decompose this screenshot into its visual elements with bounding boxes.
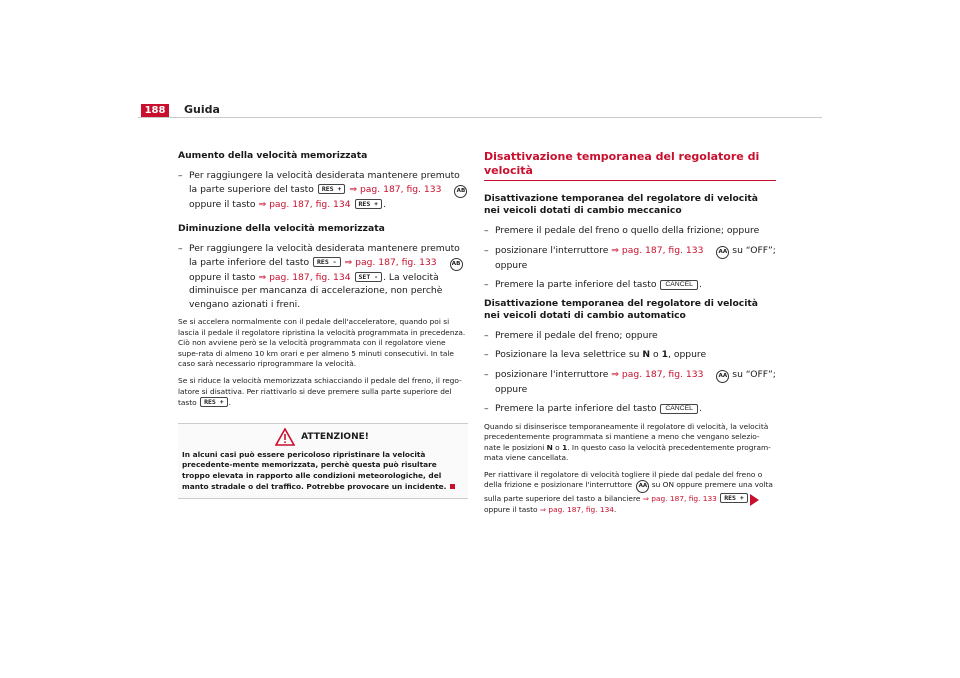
- callout-ab: AB: [450, 258, 463, 271]
- list-item: [484, 244, 776, 273]
- text: Se si riduce la velocità memorizzata schiacciando il pedale del freno, il rego-latore si disattiva. Per riattivarlo si deve premere sulla parte superiore del tasto: [178, 375, 462, 408]
- text: su “OFF”; oppure: [495, 244, 776, 271]
- period: .: [698, 403, 702, 414]
- text: Per raggiungere la velocità desiderata mantenere premuto la parte superiore del tasto: [189, 170, 460, 195]
- list-item-diminuzione: [178, 242, 468, 311]
- text: Quando si disinserisce temporaneamente il regolatore di velocità, la velocità precedentemente programmata si mantiene a meno che vengano selezio-nate le posizioni: [484, 421, 769, 452]
- xref-link[interactable]: ⇒ pag. 187, fig. 133: [611, 244, 704, 256]
- period: .: [613, 505, 617, 515]
- xref-link[interactable]: ⇒ pag. 187, fig. 134: [539, 505, 614, 515]
- continue-arrow-icon: [750, 494, 759, 506]
- header-rule: [138, 117, 822, 118]
- dash: –: [484, 225, 489, 236]
- text: oppure il tasto: [484, 505, 538, 515]
- text: Premere la parte inferiore del tasto: [495, 279, 657, 290]
- warning-body: [182, 450, 462, 492]
- note-paragraph: [484, 422, 776, 464]
- text: oppure il tasto: [189, 271, 256, 283]
- period: .: [383, 198, 387, 210]
- page-number: 188: [141, 104, 169, 118]
- text: o: [555, 442, 560, 452]
- heading-cambio-meccanico: Disattivazione temporanea del regolatore di velocità nei veicoli dotati di cambio meccanico: [484, 193, 758, 216]
- heading-cambio-automatico: Disattivazione temporanea del regolatore di velocità nei veicoli dotati di cambio automatico: [484, 297, 758, 321]
- text: . La velocità diminuisce per mancanza di accelerazione, non perchè vengano azionati i freni.: [189, 271, 443, 310]
- warning-box: [178, 423, 468, 499]
- xref-link[interactable]: ⇒ pag. 187, fig. 133: [611, 368, 704, 380]
- dash: –: [178, 170, 183, 181]
- res-minus-key: RES -: [313, 257, 341, 267]
- list-item-aumento: [178, 169, 468, 211]
- xref-link[interactable]: ⇒ pag. 187, fig. 134: [258, 271, 351, 283]
- text: su ON oppure premere una volta sulla parte superiore del tasto a bilanciere: [484, 480, 773, 504]
- text: Premere il pedale del freno; oppure: [495, 329, 658, 341]
- dash: –: [484, 244, 489, 256]
- text: Per raggiungere la velocità desiderata mantenere premuto la parte inferiore del tasto: [189, 243, 460, 268]
- callout-aa: AA: [716, 246, 729, 259]
- callout-aa: AA: [636, 480, 649, 493]
- xref-link[interactable]: ⇒ pag. 187, fig. 133: [349, 183, 442, 195]
- xref-link[interactable]: ⇒ pag. 187, fig. 133: [642, 494, 717, 504]
- text: Premere il pedale del freno o quello della frizione; oppure: [495, 225, 760, 236]
- cancel-key: CANCEL: [660, 280, 698, 290]
- warning-title: ATTENZIONE!: [301, 431, 369, 442]
- list-item: [484, 402, 776, 416]
- dash: –: [484, 368, 489, 380]
- text: posizionare l'interruttore: [495, 244, 609, 256]
- res-plus-key: RES +: [355, 199, 383, 209]
- warning-triangle-icon: [275, 428, 295, 446]
- res-plus-key: RES +: [200, 397, 228, 407]
- gear-1: 1: [562, 442, 568, 452]
- list-item: [484, 368, 776, 397]
- dash: –: [484, 329, 489, 341]
- set-minus-key: SET -: [355, 272, 383, 282]
- text: , oppure: [667, 349, 707, 360]
- period: .: [228, 398, 231, 408]
- heading-diminuzione: Diminuzione della velocità memorizzata: [178, 223, 385, 234]
- callout-ab: AB: [454, 185, 467, 198]
- section-title: Disattivazione temporanea del regolatore di velocità: [484, 150, 776, 181]
- note-paragraph: [178, 376, 468, 409]
- list-item: [484, 224, 776, 238]
- gear-n: N: [546, 442, 553, 452]
- callout-aa: AA: [716, 370, 729, 383]
- res-plus-key: RES +: [318, 184, 346, 194]
- list-item: [484, 348, 776, 362]
- text: Per riattivare il regolatore di velocità togliere il piede dal pedale del freno o della frizione e posizionare l'interruttore: [484, 469, 763, 490]
- left-column: [178, 150, 468, 499]
- end-square-icon: [450, 484, 455, 489]
- dash: –: [484, 403, 489, 414]
- warning-header: [182, 428, 462, 446]
- list-item: [484, 278, 776, 292]
- text: . In questo caso la velocità precedentemente program-mata viene cancellata.: [484, 442, 771, 463]
- note-paragraph: [484, 470, 776, 516]
- xref-link[interactable]: ⇒ pag. 187, fig. 134: [258, 198, 351, 210]
- text: o: [653, 349, 659, 360]
- note-paragraph: Se si accelera normalmente con il pedale dell'acceleratore, quando poi si lascia il pedale il regolatore ripristina la velocità programmata in precedenza. Ciò non avviene però se la velocità programmata con il regolatore viene supe-rata di almeno 10 km orari e per almeno 5 minuti consecutivi. In tale caso sarà necessario riprogrammare la velocità.: [178, 317, 466, 369]
- res-plus-key: RES +: [720, 493, 748, 503]
- text: Premere la parte inferiore del tasto: [495, 403, 657, 414]
- xref-link[interactable]: ⇒ pag. 187, fig. 133: [344, 256, 437, 268]
- text: In alcuni casi può essere pericoloso ripristinare la velocità precedente-mente memorizzata, perchè questa può risultare troppo elevata in rapporto alle condizioni meteorologiche, del manto stradale o del traffico. Potrebbe provocare un incidente.: [182, 449, 447, 491]
- list-item: [484, 329, 776, 343]
- running-head: Guida: [184, 103, 220, 116]
- gear-n: N: [642, 349, 651, 360]
- dash: –: [178, 243, 183, 254]
- text: posizionare l'interruttore: [495, 368, 609, 380]
- dash: –: [484, 279, 489, 290]
- gear-1: 1: [661, 349, 668, 360]
- period: .: [698, 279, 702, 290]
- right-column: [484, 150, 776, 522]
- text: oppure il tasto: [189, 198, 256, 210]
- heading-aumento: Aumento della velocità memorizzata: [178, 150, 368, 161]
- text: su “OFF”; oppure: [495, 368, 776, 395]
- dash: –: [484, 349, 489, 360]
- cancel-key: CANCEL: [660, 404, 698, 414]
- text: Posizionare la leva selettrice su: [495, 349, 640, 360]
